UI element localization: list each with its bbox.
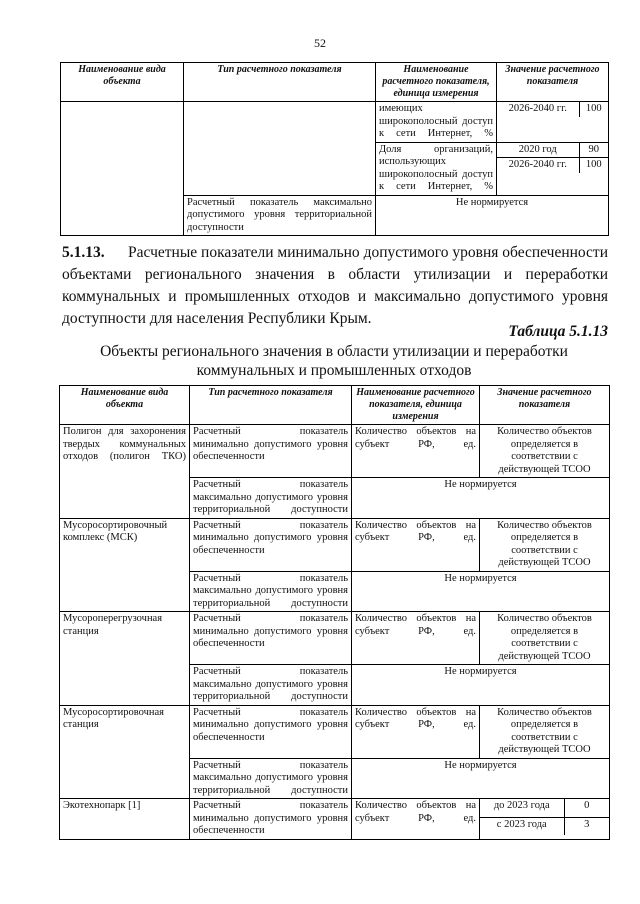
indicator-name-count: Количество объектов на субъект РФ, ед.: [352, 425, 480, 478]
indicator-type-min: Расчетный показатель минимально допустимого уровня обеспеченности: [190, 425, 352, 478]
not-normed-cell: Не нормируется: [376, 195, 609, 236]
period-value: 100: [579, 102, 608, 117]
header-indicator-type: Тип расчетного показателя: [184, 63, 376, 102]
indicator-type-access: Расчетный показатель максимально допустимого уровня территориальной доступности: [190, 665, 352, 706]
header-indicator-value: Значение расчетного показателя: [497, 63, 609, 102]
object-name: Мусоросортировочная станция: [60, 705, 190, 799]
not-normed-cell: Не нормируется: [352, 478, 610, 519]
indicator-type-min: Расчетный показатель минимально допустимого уровня обеспеченности: [190, 518, 352, 571]
period-label: 2026-2040 гг.: [508, 103, 567, 114]
indicator-name-cell: Доля организаций, использующих широкополосный доступ к сети Интернет, %: [376, 142, 497, 195]
object-name: Полигон для захоронения твердых коммунальных отходов (полигон ТКО): [60, 425, 190, 519]
object-name: Экотехнопарк [1]: [60, 799, 190, 840]
indicator-value-tsoo: Количество объектов определяется в соответствии с действующей ТСОО: [480, 425, 610, 478]
period-value: 3: [564, 817, 609, 835]
object-name: Мусороперегрузочная станция: [60, 612, 190, 706]
not-normed-cell: Не нормируется: [352, 758, 610, 799]
indicator-type-cell: Расчетный показатель максимально допустимого уровня территориальной доступности: [184, 195, 376, 236]
header-indicator-name: Наименование расчетного показателя, единица измерения: [376, 63, 497, 102]
table-label: Таблица 5.1.13: [508, 323, 608, 340]
not-normed-cell: Не нормируется: [352, 665, 610, 706]
section-paragraph: [62, 242, 608, 330]
indicator-type-access: Расчетный показатель максимально допустимого уровня территориальной доступности: [190, 571, 352, 612]
continued-table: [60, 62, 609, 236]
indicator-type-access: Расчетный показатель максимально допустимого уровня территориальной доступности: [190, 478, 352, 519]
object-name: Мусоросортировочный комплекс (МСК): [60, 518, 190, 612]
indicator-value-tsoo: Количество объектов определяется в соответствии с действующей ТСОО: [480, 518, 610, 571]
header-indicator-name: Наименование расчетного показателя, единица измерения: [352, 386, 480, 425]
indicator-type-cell-empty: [184, 102, 376, 196]
period-label: с 2023 года: [480, 817, 564, 835]
object-cell-empty: [61, 102, 184, 236]
header-object-type: Наименование вида объекта: [60, 386, 190, 425]
period-value: 100: [579, 158, 608, 173]
indicator-name-count: Количество объектов на субъект РФ, ед.: [352, 518, 480, 571]
indicator-value-tsoo: Количество объектов определяется в соответствии с действующей ТСОО: [480, 705, 610, 758]
period-value: 0: [564, 799, 609, 817]
table-title: Объекты регионального значения в области утилизации и переработки коммунальных и промышленных отходов: [100, 343, 568, 379]
header-object-type: Наименование вида объекта: [61, 63, 184, 102]
indicator-value-tsoo: Количество объектов определяется в соответствии с действующей ТСОО: [480, 612, 610, 665]
indicator-type-access: Расчетный показатель максимально допустимого уровня территориальной доступности: [190, 758, 352, 799]
period-label: до 2023 года: [493, 800, 550, 811]
period-label: 2026-2040 гг.: [497, 158, 579, 173]
value-cell: [497, 102, 609, 143]
indicator-name-count: Количество объектов на субъект РФ, ед.: [352, 799, 480, 840]
indicator-type-min: Расчетный показатель минимально допустимого уровня обеспеченности: [190, 612, 352, 665]
indicator-name-count: Количество объектов на субъект РФ, ед.: [352, 705, 480, 758]
period-value: 90: [579, 143, 608, 158]
header-indicator-type: Тип расчетного показателя: [190, 386, 352, 425]
section-text: Расчетные показатели минимально допустимого уровня обеспеченности объектами регионального значения в области утилизации и переработки коммунальных и промышленных отходов и максимально допустимого уровня доступности для населения Республики Крым.: [62, 244, 608, 327]
waste-objects-table: [59, 385, 610, 840]
value-cell: [480, 799, 610, 840]
indicator-type-min: Расчетный показатель минимально допустимого уровня обеспеченности: [190, 705, 352, 758]
header-indicator-value: Значение расчетного показателя: [480, 386, 610, 425]
not-normed-cell: Не нормируется: [352, 571, 610, 612]
indicator-name-count: Количество объектов на субъект РФ, ед.: [352, 612, 480, 665]
indicator-name-cell: имеющих широкополосный доступ к сети Интернет, %: [376, 102, 497, 143]
indicator-type-min: Расчетный показатель минимально допустимого уровня обеспеченности: [190, 799, 352, 840]
period-label: 2020 год: [518, 143, 557, 155]
section-number: 5.1.13.: [62, 244, 105, 261]
page-number: 52: [314, 36, 326, 50]
value-cell: [497, 142, 609, 195]
